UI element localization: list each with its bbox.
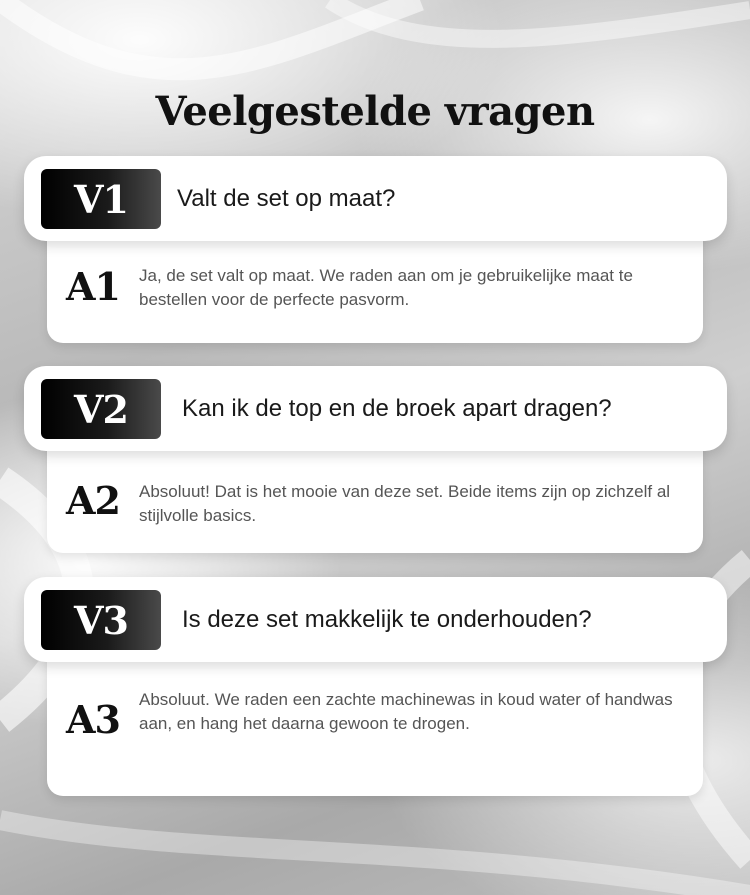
answer-label: A3 <box>66 697 120 742</box>
question-badge: V2 <box>41 379 161 439</box>
question-card[interactable] <box>24 156 727 241</box>
answer-text: Absoluut. We raden een zachte machinewas in koud water of handwas aan, en hang het daarna gewoon te drogen. <box>139 690 673 733</box>
answer-card <box>47 641 703 796</box>
answer-label: A2 <box>66 478 120 523</box>
page-title: Veelgestelde vragen <box>155 88 595 135</box>
question-card[interactable] <box>24 577 727 662</box>
answer-label: A1 <box>66 264 120 309</box>
question-text: Valt de set op maat? <box>177 184 396 212</box>
question-text: Kan ik de top en de broek apart dragen? <box>182 394 612 422</box>
question-badge: V1 <box>41 169 161 229</box>
question-card[interactable] <box>24 366 727 451</box>
answer-text: Ja, de set valt op maat. We raden aan om je gebruikelijke maat te bestellen voor de perfecte pasvorm. <box>139 266 633 309</box>
question-badge: V3 <box>41 590 161 650</box>
answer-text: Absoluut! Dat is het mooie van deze set. Beide items zijn op zichzelf al stijlvolle basics. <box>139 482 671 525</box>
question-text: Is deze set makkelijk te onderhouden? <box>182 605 592 633</box>
